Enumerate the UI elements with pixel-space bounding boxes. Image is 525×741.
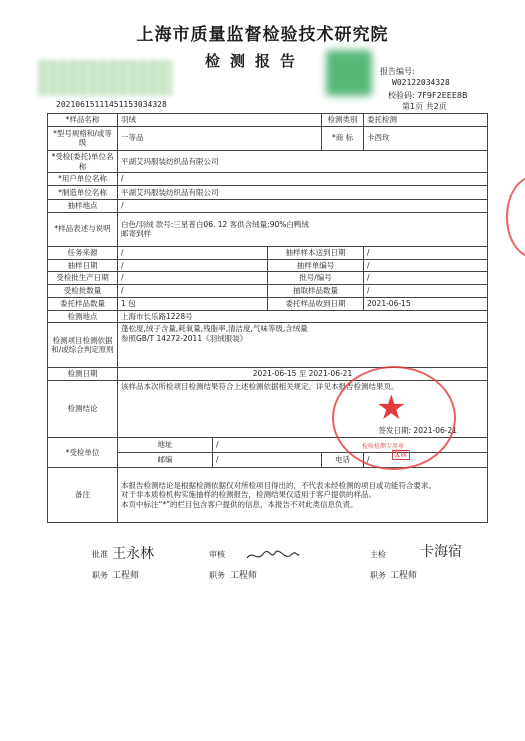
approve-title: 工程师 — [112, 571, 140, 581]
sampling-place: / — [118, 200, 488, 213]
user: / — [118, 173, 488, 186]
title-label: 职务 — [92, 571, 108, 580]
sampling-date: / — [118, 259, 268, 272]
report-number-label: 报告编号: — [380, 67, 415, 76]
client: 平湖艾玛服装纺织品有限公司 — [118, 150, 488, 173]
test-items-line: 蓬松度,绒子含量,耗氧量,残脂率,清洁度,气味等级,含绒量 — [121, 324, 308, 334]
task-source-label: 任务来源 — [48, 246, 118, 259]
barcode-number: 20210615111451153034328 — [56, 100, 167, 109]
sampling-place-label: 抽样地点 — [48, 200, 118, 213]
entrust-qty: 1 包 — [118, 297, 268, 310]
review-title: 工程师 — [230, 571, 258, 581]
user-label: *用户单位名称 — [48, 173, 118, 186]
trademark: 卡西玫 — [364, 126, 488, 150]
remarks-line: 本报告检测结论是根据检测依据仅对所检项目得出的，不代表未经检测的项目或功能符合要求。 — [121, 480, 436, 490]
seal-star-icon: ★ — [376, 388, 407, 428]
sampling-qty: / — [364, 285, 488, 298]
batch-qty-label: 受检批数量 — [48, 285, 118, 298]
approve-label: 批准 — [92, 550, 108, 559]
test-type: 委托检测 — [364, 114, 488, 127]
sample-description-label: *样品表述与说明 — [48, 212, 118, 246]
sample-description-line: 邮寄到样 — [121, 229, 151, 239]
remarks-label: 备注 — [48, 468, 118, 523]
phone: / — [364, 453, 488, 468]
chief-signature: 卡海宿 — [420, 544, 462, 560]
test-type-label: 检测类别 — [322, 114, 364, 127]
remarks-line: 本页中标注“*”的栏目包含客户提供的信息，本报告不对此类信息负责。 — [121, 500, 358, 510]
test-place: 上海市长乐路1228号 — [118, 310, 488, 323]
postcode-label: 邮编 — [118, 453, 213, 468]
sample-description — [118, 212, 488, 246]
chief-label: 主检 — [370, 550, 386, 559]
receive-date: 2021-06-15 — [364, 297, 488, 310]
verify-code: 校验码: 7F9F2EEE8B — [388, 91, 468, 100]
qr-code-image — [326, 50, 372, 96]
task-source: / — [118, 246, 268, 259]
organization-title: 上海市质量监督检验技术研究院 — [136, 25, 389, 45]
sample-name-label: *样品名称 — [48, 114, 118, 127]
edge-seal-stamp — [506, 176, 525, 258]
barcode-image — [38, 60, 173, 96]
review-label: 审核 — [209, 550, 225, 559]
phone-label: 电话 — [322, 453, 364, 468]
remarks — [118, 468, 488, 523]
maker-label: *制造单位名称 — [48, 186, 118, 200]
postcode: / — [213, 453, 322, 468]
review-signature — [245, 548, 301, 568]
sign-date: 签发日期: 2021-06-21 — [378, 425, 458, 435]
model-label: *型号规格和/或等级 — [48, 126, 118, 150]
chief-title: 工程师 — [390, 571, 418, 581]
sampling-no: / — [364, 259, 488, 272]
test-date-label: 检测日期 — [48, 368, 118, 381]
address-label: 地址 — [118, 438, 213, 453]
title-label: 职务 — [209, 571, 225, 580]
batch-no: / — [364, 272, 488, 285]
model: 一等品 — [118, 126, 322, 150]
production-date: / — [118, 272, 268, 285]
test-place-label: 检测地点 — [48, 310, 118, 323]
batch-no-label: 批号/编号 — [268, 272, 364, 285]
title-label: 职务 — [370, 571, 386, 580]
test-items — [118, 323, 488, 368]
conclusion-label: 检测结论 — [48, 381, 118, 438]
document-title: 检测报告 — [205, 52, 306, 70]
page-info: 第1页 共2页 — [402, 102, 447, 111]
batch-qty: / — [118, 285, 268, 298]
sample-arrive: / — [364, 246, 488, 259]
seal-text: 检验检测专用章 — [362, 443, 405, 450]
test-items-label: 检测项目检测依据 和/或综合判定原则 — [48, 323, 118, 368]
sampling-qty-label: 抽取样品数量 — [268, 285, 364, 298]
entrust-qty-label: 委托样品数量 — [48, 297, 118, 310]
approve-signature: 王永林 — [112, 546, 154, 562]
test-date: 2021-06-15 至 2021-06-21 — [118, 368, 488, 381]
sample-description-line: 白色/羽绒 款号:三星普白06. 12 客供含绒量:90%白鸭绒 — [121, 219, 309, 229]
receive-date-label: 委托样品收到日期 — [268, 297, 364, 310]
sample-arrive-label: 抽样样本送到日期 — [268, 246, 364, 259]
remarks-line: 对于非本质检机构实施抽样的检测报告，检测结果仅适用于客户提供的样品。 — [121, 490, 376, 500]
address: / — [213, 438, 488, 453]
sampling-date-label: 抽样日期 — [48, 259, 118, 272]
maker: 平湖艾玛服装纺织品有限公司 — [118, 186, 488, 200]
seal-code: XW — [392, 450, 410, 460]
client-label: *受检(委托)单位名称 — [48, 150, 118, 173]
conclusion-text: 该样品本次所检项目检测结果符合上述检测依据相关规定。详见本报告检测结果页。 — [121, 382, 399, 392]
inspected-unit-label: *受检单位 — [48, 438, 118, 468]
report-number: W02122034328 — [392, 78, 450, 87]
test-items-line: 参照GB/T 14272-2011《羽绒服装》 — [121, 334, 248, 343]
sampling-no-label: 抽样单编号 — [268, 259, 364, 272]
trademark-label: *商 标 — [322, 126, 364, 150]
production-date-label: 受检批生产日期 — [48, 272, 118, 285]
sample-name: 羽绒 — [118, 114, 322, 127]
